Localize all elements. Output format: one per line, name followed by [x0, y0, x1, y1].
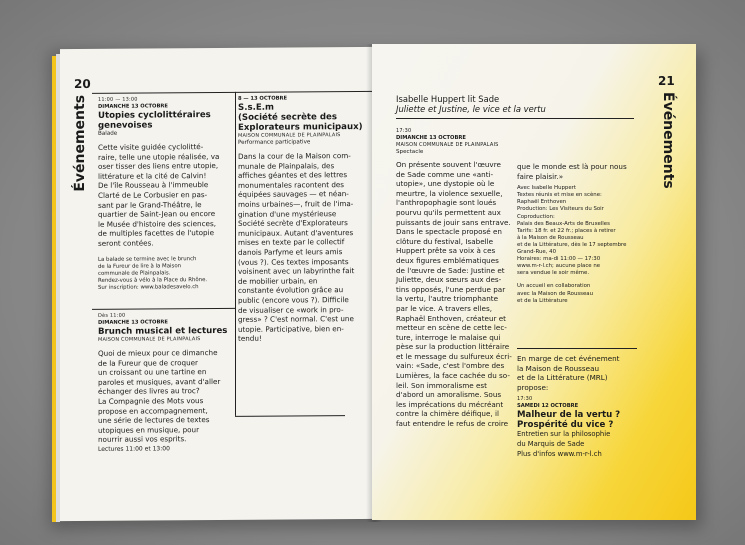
event-huppert-continued: [517, 162, 637, 305]
event-venue: MAISON COMMUNALE DE PLAINPALAIS: [98, 336, 201, 343]
event-category: Spectacle: [396, 149, 424, 155]
event-note: La balade se termine avec le brunch de la Fureur de lire à la Maison communale de Plainpalais. Rendez-vous à vélo à la Place du Rhône. Sur inscription: www.baladesavelo.ch: [98, 255, 208, 291]
event-venue: MAISON COMMUNALE DE PLAINPALAIS: [238, 132, 341, 139]
show-header: [396, 94, 636, 114]
right-section-title: Événements: [660, 92, 676, 189]
event-time: 11:00 — 13:00: [98, 96, 138, 103]
left-section-title: Événements: [72, 94, 88, 192]
right-sidebar-rule: [517, 348, 637, 349]
event-date: DIMANCHE 13 OCTOBRE: [98, 319, 168, 326]
left-top-rule: [92, 91, 374, 94]
left-page-number: 20: [74, 76, 91, 92]
show-title: Isabelle Huppert lit Sade: [396, 94, 500, 104]
event-huppert: [396, 128, 512, 429]
sidebar-intro: En marge de cet événement la Maison de Rousseau et de la Littérature (MRL) propose:: [517, 354, 620, 392]
event-venue: MAISON COMMUNALE DE PLAINPALAIS: [396, 142, 499, 148]
right-page-number: 21: [658, 74, 675, 88]
event-utopies: [98, 96, 234, 292]
left-col2-bottom-rule: [235, 415, 345, 417]
event-description: Quoi de mieux pour ce dimanche de la Fureur que de croquer un croissant ou une tartine en paroles et musiques, avant d'aller échanger des livres au troc? La Compagnie des Mots vous propose en accompagnement, une série de lectures de textes utopiques en musique, pour nourrir aussi vos esprits.: [98, 348, 221, 445]
event-description: Dans la cour de la Maison com- munale de Plainpalais, des affiches géantes et des lettres monumentales racontent des équipées sauvages — et néan- moins urbaines—, fruit de l'ima- gination d'une mystérieuse Société secrète d'Explorateurs municipaux. Autant d'aventures mises en texte par le collectif danois Parfyme et leurs amis (vous ?). Ces textes imposants voisinent avec un labyrinthe fait de mobilier urbain, en constante évolution grâce au public (encore vous ?). Difficile de visualiser ce «work in pro- gress» ? C'est normal. C'est une utopie. Participative, bien en- tendu!: [238, 151, 355, 344]
event-description: On présente souvent l'œuvre de Sade comme une «anti- utopie», une dystopie où le meurtre, la violence sexuelle, l'anthropophagie sont loués pourvu qu'ils permettent aux puissants de jouir sans entrave. Dans le spectacle proposé en clôture du festival, Isabelle Huppert prête sa voix à ces deux figures emblématiques de l'œuvre de Sade: Justine et Juliette, deux sœurs aux des- tins opposés, l'une perdue par la vertu, l'autre triomphante par le vice. A travers elles, Raphaël Enthoven, créateur et metteur en scène de cette lec- ture, interroge le malaise qui pèse sur la production littéraire et le message du sulfureux écri- vain: «Sade, c'est l'ombre des Lumières, la face cachée du so- leil. Son immoralisme est d'abord un amoralisme. Sous les imprécations du mécréant contre la chimère déifique, il faut entendre le refus de croire: [396, 160, 512, 429]
event-time: 17:30: [396, 128, 412, 134]
event-title: Brunch musical et lectures: [98, 325, 228, 337]
event-collaboration: Un accueil en collaboration avec la Maison de Rousseau et de la Littérature: [517, 283, 594, 304]
event-time: Dès 11:00: [98, 312, 126, 319]
event-description-continued: que le monde est là pour nous faire plaisir.»: [517, 162, 627, 181]
event-category: Performance participative: [238, 139, 311, 146]
left-page: [60, 47, 378, 521]
event-lectures: Lectures 11:00 et 13:00: [98, 445, 170, 453]
sidebar-description: Entretien sur la philosophie du Marquis de Sade Plus d'infos www.m-r-l.ch: [517, 430, 611, 458]
event-title: S.s.E.m (Société secrète des Explorateurs municipaux): [238, 102, 363, 133]
left-column-divider: [235, 92, 236, 416]
event-title: Utopies cyclolittéraires genevoises: [98, 110, 211, 131]
event-time: 8 — 13 OCTOBRE: [238, 95, 288, 102]
event-description: Cette visite guidée cyclolitté- raire, telle une utopie réalisée, va oser tisser des liens entre utopie, littérature et la cité de Calvin! De l'île Rousseau à l'immeuble Clarté de Le Corbusier en pas- sant par le Grand-Théâtre, le quartier de Saint-Jean ou encore le Musée d'histoire des sciences, de multiples facettes de l'utopie seront contées.: [98, 142, 220, 248]
left-col1-mid-rule: [92, 308, 235, 310]
event-date: DIMANCHE 13 OCTOBRE: [396, 135, 466, 141]
right-page: [372, 44, 696, 520]
show-subtitle: Juliette et Justine, le vice et la vertu: [396, 104, 546, 114]
event-date: DIMANCHE 13 OCTOBRE: [98, 103, 168, 110]
event-category: Balade: [98, 130, 118, 137]
sidebar-time: 17:30: [517, 396, 533, 403]
event-brunch: [98, 312, 234, 454]
event-credits: Avec Isabelle Huppert Textes réunis et mise en scène: Raphaël Enthoven Production: Les Visiteurs du Soir Coproduction: Palais des Beaux-Arts de Bruxelles Tarifs: 18 fr. et 22 fr.; places à retirer à la Maison de Rousseau et de la Littérature, dès le 17 septembre Grand-Rue, 40 Horaires: ma-di 11:00 — 17:30 www.m-r-l.ch; aucune place ne sera vendue le soir même.: [517, 185, 627, 277]
sidebar-mrl: [517, 354, 637, 459]
sidebar-date: SAMEDI 12 OCTOBRE: [517, 403, 579, 410]
event-ssem: [238, 95, 374, 344]
right-top-rule: [396, 118, 634, 119]
sidebar-title: Malheur de la vertu ? Prospérité du vice ?: [517, 410, 621, 431]
